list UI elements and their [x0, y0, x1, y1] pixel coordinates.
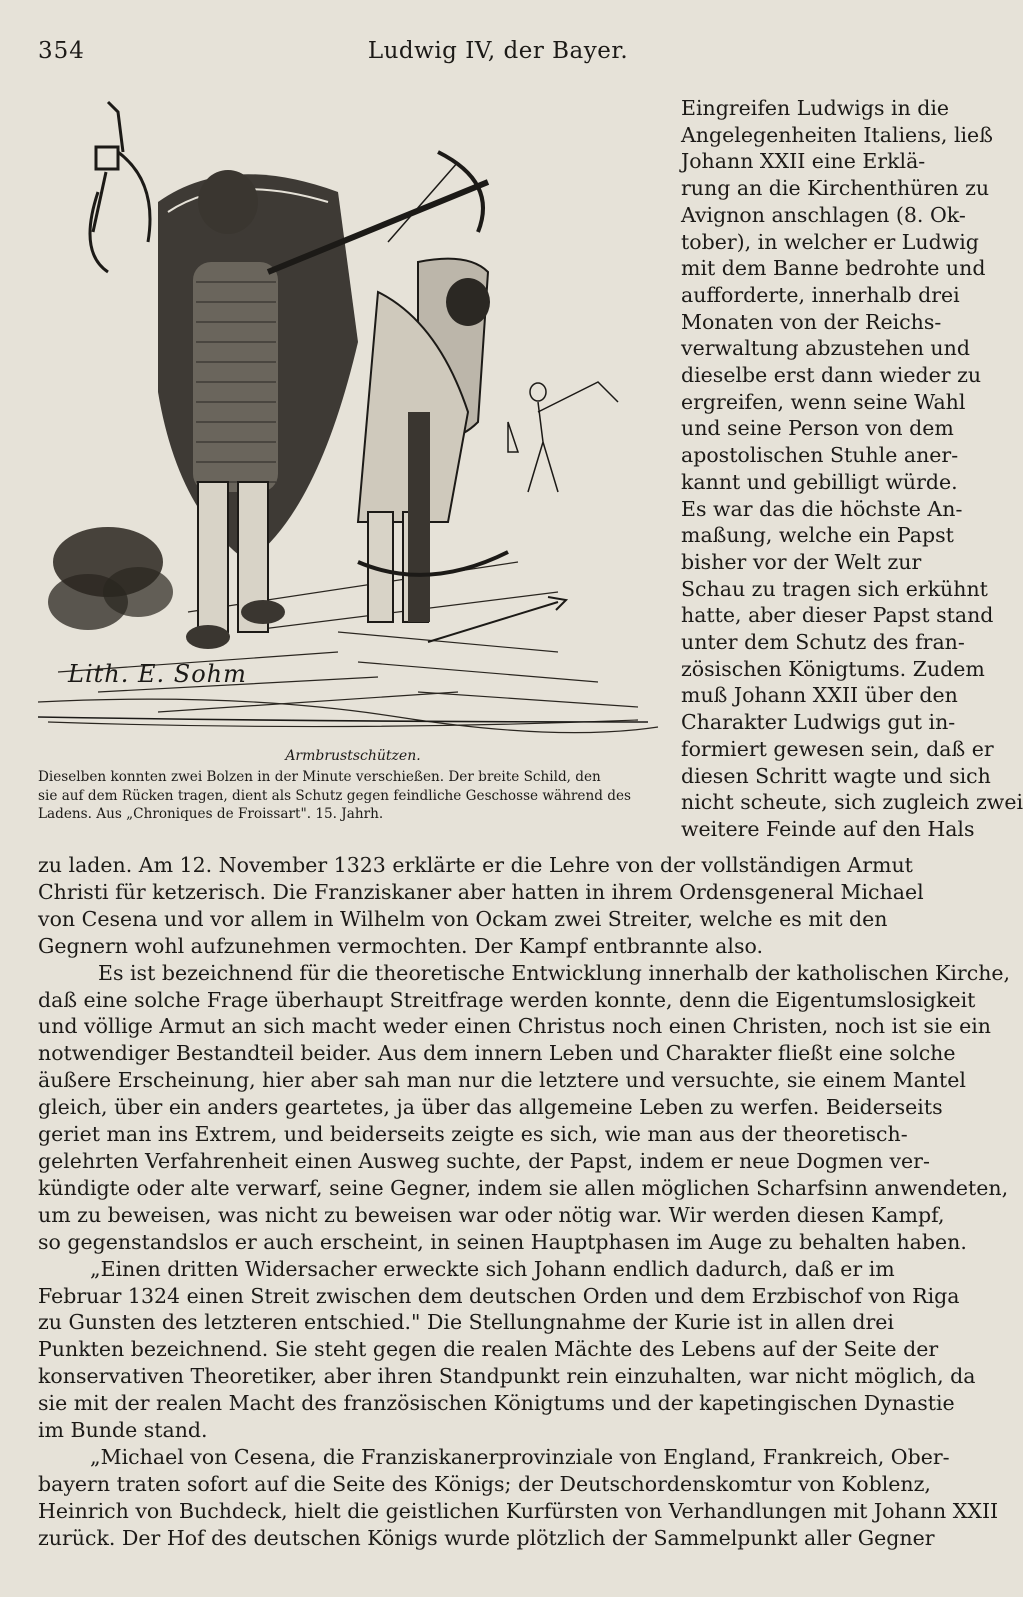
text-line: zu laden. Am 12. November 1323 erklärte er die Lehre von der vollständigen Armut [38, 853, 913, 877]
caption-line: Dieselben konnten zwei Bolzen in der Minute verschießen. Der breite Schild, den [38, 769, 601, 785]
text-line: geriet man ins Extrem, und beiderseits zeigte es sich, wie man aus der theoretisch- [38, 1122, 908, 1147]
text-line: Februar 1324 einen Streit zwischen dem deutschen Orden und dem Erzbischof von Riga [38, 1283, 960, 1308]
text-line: sie mit der realen Macht des französischen Königtums und der kapetingischen Dynastie [38, 1391, 955, 1416]
text-line: Heinrich von Buchdeck, hielt die geistlichen Kurfürsten von Verhandlungen mit Johann XXII [38, 1498, 999, 1523]
text-line: bayern traten sofort auf die Seite des Königs; der Deutschordenskomtur von Koblenz, [38, 1471, 931, 1496]
text-line: daß eine solche Frage überhaupt Streitfrage werden konnte, denn die Eigentumslosigkeit [38, 987, 976, 1012]
text-line: zu Gunsten des letzteren entschied." Die Stellungnahme der Kurie ist in allen drei [38, 1310, 894, 1335]
text-line: Avignon anschlagen (8. Ok- [681, 202, 966, 227]
text-line: Christi für ketzerisch. Die Franziskaner aber hatten in ihrem Ordensgeneral Michael [38, 879, 924, 904]
text-line: Es ist bezeichnend für die theoretische Entwicklung innerhalb der katholischen Kirche, [98, 960, 1011, 985]
text-line: gelehrten Verfahrenheit einen Ausweg suchte, der Papst, indem er neue Dogmen ver- [38, 1148, 930, 1173]
page-header [38, 34, 958, 74]
figure-caption-title: Armbrustschützen. [285, 748, 421, 764]
text-line: nicht scheute, sich zugleich zwei [681, 790, 1023, 815]
text-line: und seine Person von dem [681, 416, 954, 441]
text-line: konservativen Theoretiker, aber ihren Standpunkt rein einzuhalten, war nicht möglich, da [38, 1364, 976, 1389]
crossbowmen-illustration [38, 92, 668, 742]
caption-line: Ladens. Aus „Chroniques de Froissart". 15. Jahrh. [38, 806, 384, 822]
text-line: diesen Schritt wagte und sich [681, 763, 991, 788]
body-text [38, 852, 1011, 1552]
text-line: „Michael von Cesena, die Franziskanerprovinziale von England, Frankreich, Ober- [90, 1444, 950, 1469]
side-column-text [681, 95, 1023, 843]
text-line: äußere Erscheinung, hier aber sah man nur die letztere und versuchte, sie einem Mantel [38, 1068, 966, 1093]
text-line: Johann XXII eine Erklä- [681, 149, 926, 174]
text-line: mit dem Banne bedrohte und [681, 256, 986, 281]
text-line: zösischen Königtums. Zudem [681, 656, 985, 681]
text-line: Punkten bezeichnend. Sie steht gegen die realen Mächte des Lebens auf der Seite der [38, 1337, 939, 1362]
text-line: so gegenstandslos er auch erscheint, in seinen Hauptphasen im Auge zu behalten haben. [38, 1229, 967, 1254]
artist-signature: Lith. E. Sohm [68, 660, 247, 688]
text-line: apostolischen Stuhle aner- [681, 443, 959, 468]
figure-caption [38, 768, 668, 824]
text-line: aufforderte, innerhalb drei [681, 282, 960, 307]
text-line: hatte, aber dieser Papst stand [681, 603, 994, 628]
caption-line: sie auf dem Rücken tragen, dient als Schutz gegen feindliche Geschosse während des [38, 787, 631, 804]
text-line: Monaten von der Reichs- [681, 309, 942, 334]
text-line: im Bunde stand. [38, 1418, 208, 1443]
text-line: Charakter Ludwigs gut in- [681, 710, 956, 735]
text-line: „Einen dritten Widersacher erweckte sich Johann endlich dadurch, daß er im [90, 1256, 895, 1281]
text-line: gleich, über ein anders geartetes, ja über das allgemeine Leben zu werfen. Beiderseits [38, 1095, 943, 1120]
text-line: muß Johann XXII über den [681, 683, 958, 708]
text-line: dieselbe erst dann wieder zu [681, 363, 982, 388]
text-line: von Cesena und vor allem in Wilhelm von Ockam zwei Streiter, welche es mit den [38, 906, 888, 931]
text-line: formiert gewesen sein, daß er [681, 736, 994, 761]
page-number: 354 [38, 38, 85, 64]
running-head: Ludwig IV, der Bayer. [367, 38, 629, 64]
text-line: ergreifen, wenn seine Wahl [681, 389, 966, 414]
text-line: um zu beweisen, was nicht zu beweisen war oder nötig war. Wir werden diesen Kampf, [38, 1202, 945, 1227]
crossbowmen-engraving [38, 92, 668, 742]
text-line: Angelegenheiten Italiens, ließ [681, 122, 993, 147]
text-line: kannt und gebilligt würde. [681, 469, 958, 494]
text-line: tober), in welcher er Ludwig [681, 229, 979, 254]
text-line: Eingreifen Ludwigs in die [681, 96, 950, 120]
text-line: bisher vor der Welt zur [681, 549, 922, 574]
text-line: Schau zu tragen sich erkühnt [681, 576, 988, 601]
text-line: unter dem Schutz des fran- [681, 630, 965, 655]
text-line: verwaltung abzustehen und [681, 336, 970, 361]
text-line: weitere Feinde auf den Hals [681, 816, 975, 841]
text-line: maßung, welche ein Papst [681, 523, 954, 548]
text-line: Gegnern wohl aufzunehmen vermochten. Der Kampf entbrannte also. [38, 933, 763, 958]
text-line: notwendiger Bestandteil beider. Aus dem innern Leben und Charakter fließt eine solche [38, 1041, 956, 1066]
text-line: zurück. Der Hof des deutschen Königs wurde plötzlich der Sammelpunkt aller Gegner [38, 1525, 935, 1550]
text-line: rung an die Kirchenthüren zu [681, 176, 990, 201]
text-line: kündigte oder alte verwarf, seine Gegner, indem sie allen möglichen Scharfsinn anwendeten, [38, 1175, 1009, 1200]
text-line: Es war das die höchste An- [681, 496, 963, 521]
text-line: und völlige Armut an sich macht weder einen Christus noch einen Christen, noch ist sie ein [38, 1014, 992, 1039]
